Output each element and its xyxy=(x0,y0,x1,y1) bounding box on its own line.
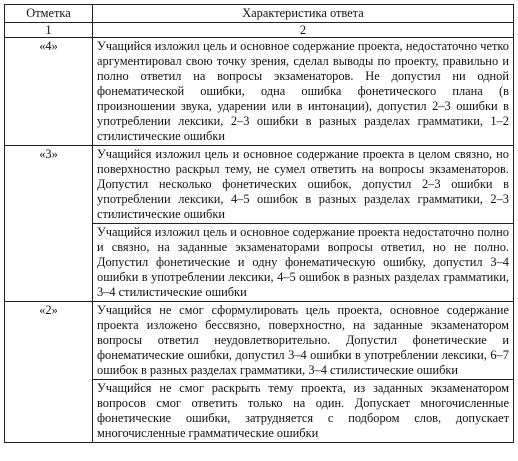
column-number-row xyxy=(5,23,514,38)
header-mark: Отметка xyxy=(5,5,93,23)
grade-description: Учащийся изложил цель и основное содержание проекта, недостаточно четко аргументировал свою точку зрения, сделал выводы по проекту, правильно и полно ответил на вопросы экзаменаторов. Не допустил ни одной фонематической ошибки, одна ошибка фонетического плана (в произношении звука, ударении или в интонации), допустил 2–3 ошибки в употреблении лексики, 2–3 ошибки в разных разделах грамматики, 1–2 стилистические ошибки xyxy=(93,38,514,146)
header-row xyxy=(5,5,514,23)
grade-mark: «4» xyxy=(5,38,93,146)
grade-description: Учащийся изложил цель и основное содержание проекта в целом связно, но поверхностно раскрыл тему, не сумел ответить на вопросы экзаменаторов. Допустил несколько фонетических ошибок, допустил 2–3 ошибки в употреблении лексики, 4–5 ошибок в разных разделах грамматики, 2–3 стилистические ошибки xyxy=(93,146,514,224)
grade-description: Учащийся не смог раскрыть тему проекта, из заданных экзаменатором вопросов смог ответить только на один. Допускает многочисленные фонетические ошибки, затрудняется с подбором слов, допускает многочисленные грамматические ошибки xyxy=(93,380,514,443)
grade-description: Учащийся изложил цель и основное содержание проекта недостаточно полно и связно, на заданные экзаменаторами вопросы ответил, но не полно. Допустил фонетические и одну фонематическую ошибку, допустил 3–4 ошибки в употреблении лексики, 4–5 ошибок в разных разделах грамматики, 3–4 стилистические ошибки xyxy=(93,224,514,302)
table-row xyxy=(5,146,514,224)
grade-mark: «3» xyxy=(5,146,93,302)
grade-mark: «2» xyxy=(5,302,93,443)
grade-description: Учащийся не смог сформулировать цель проекта, основное содержание проекта изложено бессвязно, поверхностно, на заданные экзаменатором вопросы ответил неудовлетворительно. Допустил фонетические и фонематические ошибки, допустил 3–4 ошибки в употреблении лексики, 6–7 ошибок в разных разделах грамматики, 3–4 стилистические ошибки xyxy=(93,302,514,380)
table-row xyxy=(5,302,514,380)
header-description: Характеристика ответа xyxy=(93,5,514,23)
column-number-1: 1 xyxy=(5,23,93,38)
column-number-2: 2 xyxy=(93,23,514,38)
table-row xyxy=(5,38,514,146)
grading-criteria-table xyxy=(4,4,514,443)
